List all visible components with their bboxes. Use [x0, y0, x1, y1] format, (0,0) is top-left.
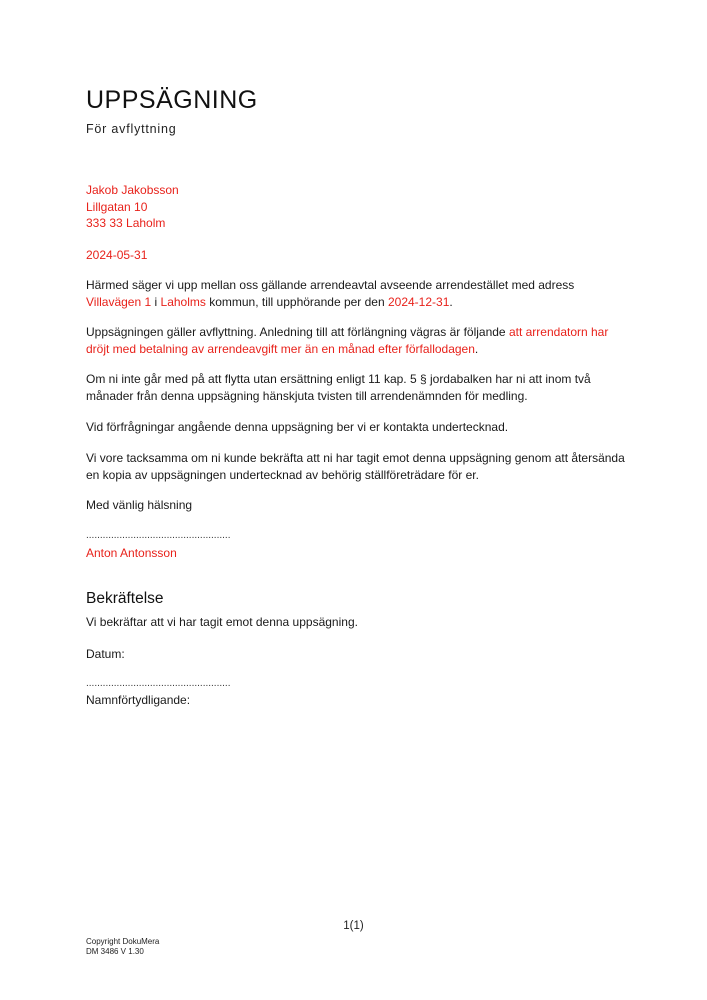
document-subtitle: För avflyttning — [86, 122, 177, 136]
recipient-address — [86, 182, 626, 232]
letter-date: 2024-05-31 — [86, 248, 148, 262]
municipality: Laholms — [160, 294, 206, 309]
text-segment: i — [151, 294, 161, 309]
text-segment: . — [474, 341, 479, 356]
confirmation-text: Vi bekräftar att vi har tagit emot denna uppsägning. — [86, 615, 358, 629]
paragraph-contact: Vid förfrågningar angående denna uppsägning ber vi er kontakta undertecknad. — [86, 420, 509, 434]
greeting: Med vänlig hälsning — [86, 498, 193, 512]
name-clarification-label: Namnförtydligande: — [86, 693, 191, 707]
text-segment: Härmed säger vi upp mellan oss gällande arrendeavtal avseende arrendestället med adress — [86, 278, 575, 292]
recipient-name: Jakob Jakobsson — [86, 183, 179, 197]
termination-reason: att arrendatorn har dröjt med betalning av arrendeavgift mer än en månad efter förfallodagen — [86, 325, 609, 356]
paragraph-reason — [86, 324, 626, 357]
paragraph-legal: Om ni inte går med på att flytta utan ersättning enligt 11 kap. 5 § jordabalken har ni att inom två månader från denna uppsägning hänskjuta tvisten till arrendenämnden för medling. — [86, 372, 591, 403]
document-title: UPPSÄGNING — [86, 86, 258, 114]
copyright-text: Copyright DokuMera — [86, 937, 160, 946]
page-number: 1(1) — [343, 920, 364, 932]
signature-line: .................................................... — [86, 530, 231, 541]
document-id: DM 3486 V 1.30 — [86, 947, 144, 956]
footer — [86, 937, 159, 957]
paragraph-termination — [86, 277, 626, 310]
recipient-street: Lillgatan 10 — [86, 199, 148, 214]
signer-name: Anton Antonsson — [86, 546, 177, 560]
paragraph-confirm-request: Vi vore tacksamma om ni kunde bekräfta att ni har tagit emot denna uppsägning genom att återsända en kopia av uppsägningen undertecknad av behörig ställföreträdare för er. — [86, 451, 625, 482]
property-address: Villavägen 1 — [86, 294, 152, 309]
confirmation-signature-line: .................................................... — [86, 678, 231, 689]
date-label: Datum: — [86, 647, 125, 661]
text-segment: . — [449, 294, 453, 309]
end-date: 2024-12-31 — [387, 294, 450, 309]
recipient-city: 333 33 Laholm — [86, 216, 166, 230]
text-segment: Uppsägningen gäller avflyttning. Anledning till att förlängning vägras är följande — [86, 325, 509, 339]
text-segment: kommun, till upphörande per den — [205, 294, 388, 309]
confirmation-heading: Bekräftelse — [86, 590, 164, 607]
